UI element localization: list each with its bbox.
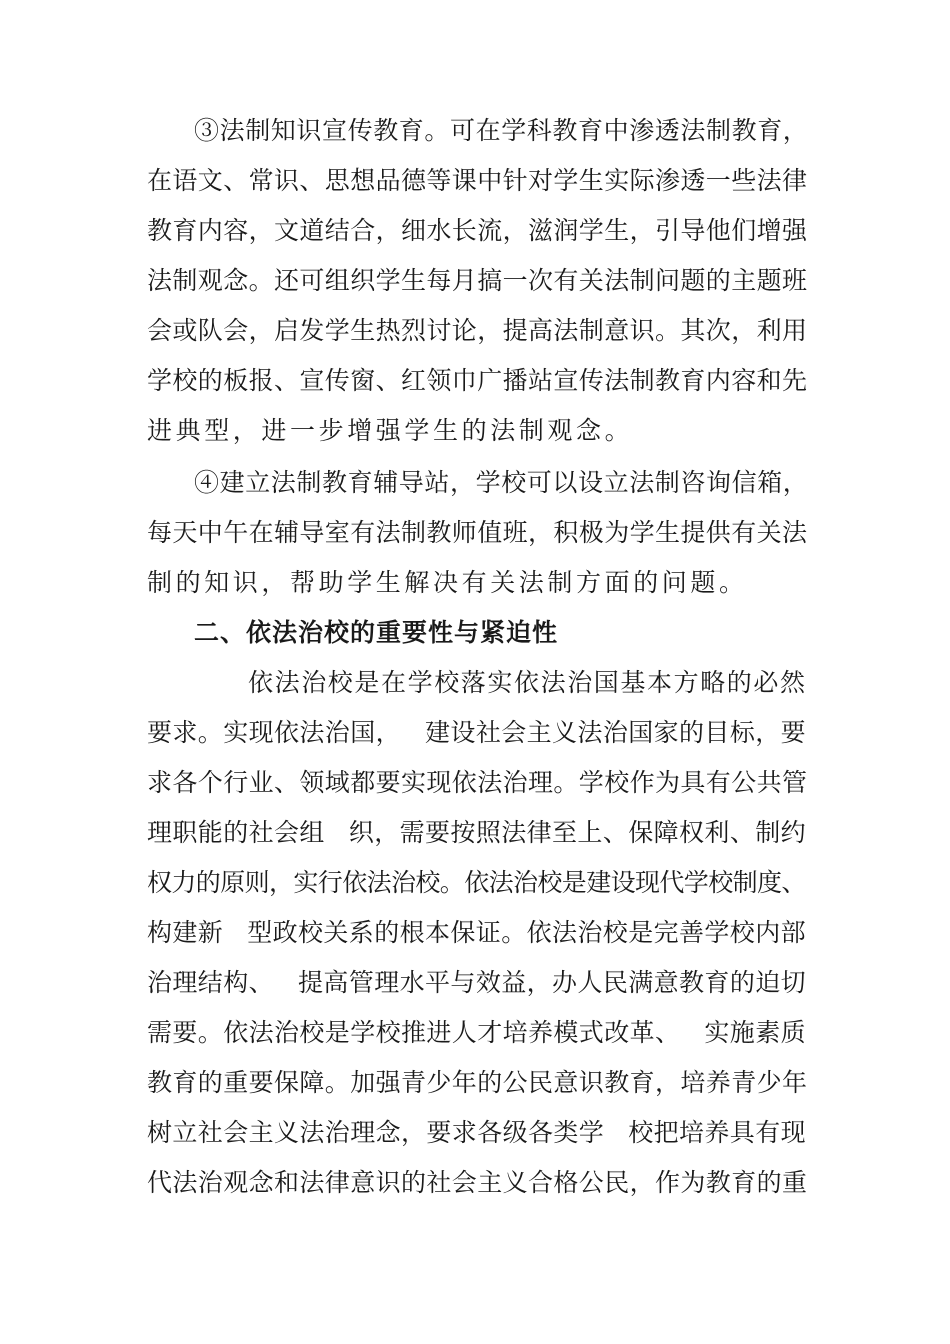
paragraph-5-line-1: 依法治校是在学校落实依法治国基本方略的必然 bbox=[248, 668, 807, 697]
text-segment: 要求。实现依法治国， bbox=[147, 718, 402, 747]
paragraph-5-line-9: 教育的重要保障。加强青少年的公民意识教育，培养青少年 bbox=[147, 1068, 808, 1097]
text-segment: 理职能的社会组 bbox=[147, 818, 325, 847]
text-segment: 构建新 bbox=[147, 918, 224, 947]
paragraph-5-line-8 bbox=[147, 1008, 807, 1058]
text-segment: 需要。依法治校是学校推进人才培养模式改革、 bbox=[147, 1018, 681, 1047]
text-segment: 树立社会主义法治理念，要求各级各类学 bbox=[147, 1118, 605, 1147]
paragraph-3-line-1: ③法制知识宣传教育。可在学科教育中渗透法制教育， bbox=[194, 116, 809, 145]
paragraph-3-line-6: 学校的板报、宣传窗、红领巾广播站宣传法制教育内容和先 bbox=[147, 366, 808, 395]
paragraph-3-line-3: 教育内容，文道结合，细水长流，滋润学生，引导他们增强 bbox=[147, 216, 808, 245]
paragraph-4-line-3: 制的知识，帮助学生解决有关法制方面的问题。 bbox=[147, 568, 748, 597]
text-segment: 校把培养具有现 bbox=[628, 1118, 807, 1147]
paragraph-5-line-10 bbox=[147, 1108, 807, 1158]
text-segment: 织，需要按照法律至上、保障权利、制约 bbox=[348, 818, 807, 847]
paragraph-5-line-3: 求各个行业、领域都要实现依法治理。学校作为具有公共管 bbox=[147, 768, 808, 797]
paragraph-5-line-2 bbox=[147, 708, 807, 758]
paragraph-5-line-6 bbox=[147, 908, 807, 958]
paragraph-4-line-1: ④建立法制教育辅导站，学校可以设立法制咨询信箱， bbox=[194, 468, 809, 497]
paragraph-5-line-5: 权力的原则，实行依法治校。依法治校是建设现代学校制度、 bbox=[147, 868, 806, 897]
paragraph-4-line-2: 每天中午在辅导室有法制教师值班，积极为学生提供有关法 bbox=[147, 518, 808, 547]
text-segment: 实施素质 bbox=[704, 1018, 807, 1047]
text-segment: 建设社会主义法治国家的目标，要 bbox=[425, 718, 807, 747]
paragraph-5-line-4 bbox=[147, 808, 807, 858]
paragraph-3-line-4: 法制观念。还可组织学生每月搞一次有关法制问题的主题班 bbox=[147, 266, 808, 295]
paragraph-3-line-5: 会或队会，启发学生热烈讨论，提高法制意识。其次，利用 bbox=[147, 316, 808, 345]
paragraph-5-line-7 bbox=[147, 958, 807, 1008]
text-segment: 治理结构、 bbox=[147, 968, 275, 997]
paragraph-3-line-2: 在语文、常识、思想品德等课中针对学生实际渗透一些法律 bbox=[147, 166, 808, 195]
section-heading: 二、依法治校的重要性与紧迫性 bbox=[194, 618, 559, 647]
text-segment: 提高管理水平与效益，办人民满意教育的迫切 bbox=[298, 968, 807, 997]
paragraph-3-line-7: 进典型，进一步增强学生的法制观念。 bbox=[147, 416, 634, 445]
text-segment: 型政校关系的根本保证。依法治校是完善学校内部 bbox=[247, 918, 807, 947]
paragraph-5-line-11: 代法治观念和法律意识的社会主义合格公民，作为教育的重 bbox=[147, 1168, 808, 1197]
